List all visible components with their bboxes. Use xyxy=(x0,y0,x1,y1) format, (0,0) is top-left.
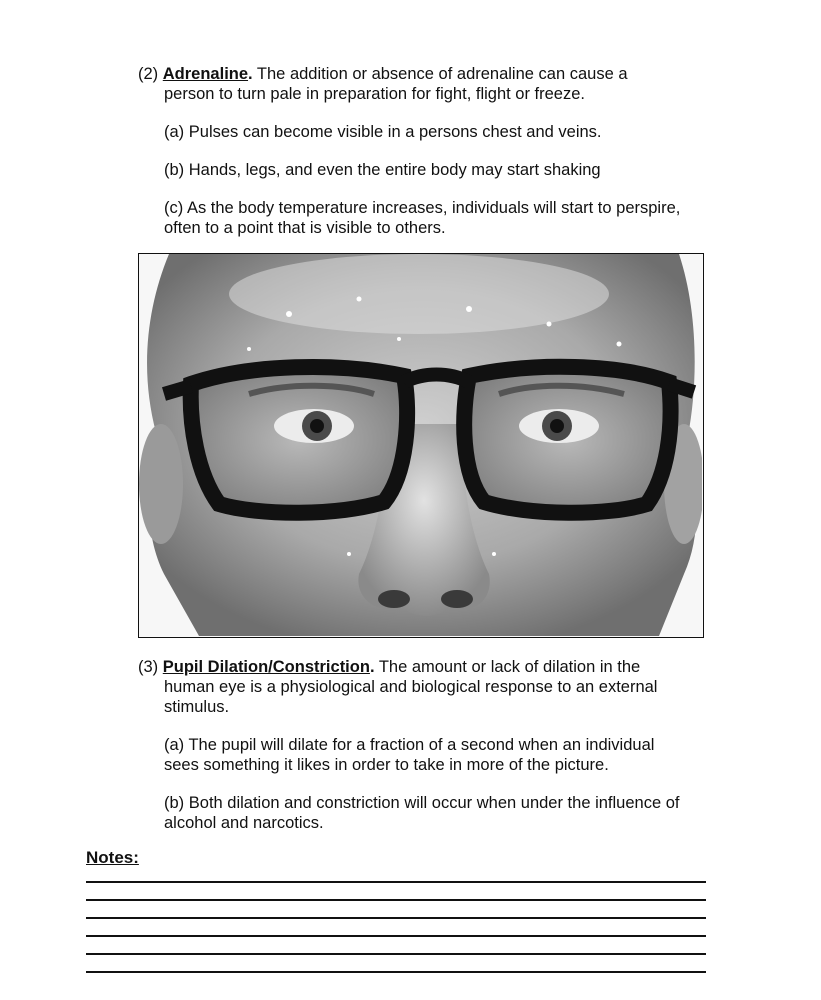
section-2-item-b xyxy=(164,160,601,180)
item-label: (c) xyxy=(164,199,184,217)
item-text: Pulses can become visible in a persons chest and veins. xyxy=(188,123,602,141)
notes-line-2[interactable] xyxy=(86,899,706,901)
section-3-item-a xyxy=(164,735,654,755)
notes-line-1[interactable] xyxy=(86,881,706,883)
item-label: (b) xyxy=(164,161,185,179)
item-label: (a) xyxy=(164,123,185,141)
item-label: (a) xyxy=(164,736,185,754)
section-3-text-line2: human eye is a physiological and biological response to an external xyxy=(164,678,658,696)
notes-line-4[interactable] xyxy=(86,935,706,937)
section-3-term: Pupil Dilation/Constriction xyxy=(162,658,370,676)
section-2-term-period: . xyxy=(248,65,253,83)
notes-line-3[interactable] xyxy=(86,917,706,919)
section-3-item-b-line2: alcohol and narcotics. xyxy=(164,814,324,832)
section-2-item-c-line2: often to a point that is visible to others. xyxy=(164,219,446,237)
sweating-man-photo xyxy=(138,253,704,638)
item-text: The pupil will dilate for a fraction of a second when an individual xyxy=(188,736,655,754)
section-2-item-a xyxy=(164,122,602,142)
item-text: Hands, legs, and even the entire body may start shaking xyxy=(188,161,601,179)
notes-line-5[interactable] xyxy=(86,953,706,955)
section-2-term: Adrenaline xyxy=(162,65,249,83)
section-3-text-line1: The amount or lack of dilation in the xyxy=(374,658,641,676)
section-2-text-line1: The addition or absence of adrenaline can cause a xyxy=(252,65,628,83)
section-3-term-period: . xyxy=(369,658,375,676)
section-3-item-a-line2: sees something it likes in order to take in more of the picture. xyxy=(164,756,609,774)
item-label: (b) xyxy=(164,794,185,812)
section-2-text-line2: person to turn pale in preparation for fight, flight or freeze. xyxy=(164,85,585,103)
section-3-text-line3: stimulus. xyxy=(164,698,230,716)
sweating-man-with-glasses-icon xyxy=(139,254,702,636)
notes-line-6[interactable] xyxy=(86,971,706,973)
section-3-number: (3) xyxy=(138,658,159,676)
section-3-heading xyxy=(138,657,640,677)
item-text: As the body temperature increases, individuals will start to perspire, xyxy=(186,199,681,217)
section-2-heading xyxy=(138,64,628,84)
item-text: Both dilation and constriction will occur when under the influence of xyxy=(188,794,680,812)
section-2-item-c xyxy=(164,198,680,218)
section-3-item-b xyxy=(164,793,679,813)
section-2-number: (2) xyxy=(138,65,159,83)
notes-label: Notes: xyxy=(86,848,139,867)
